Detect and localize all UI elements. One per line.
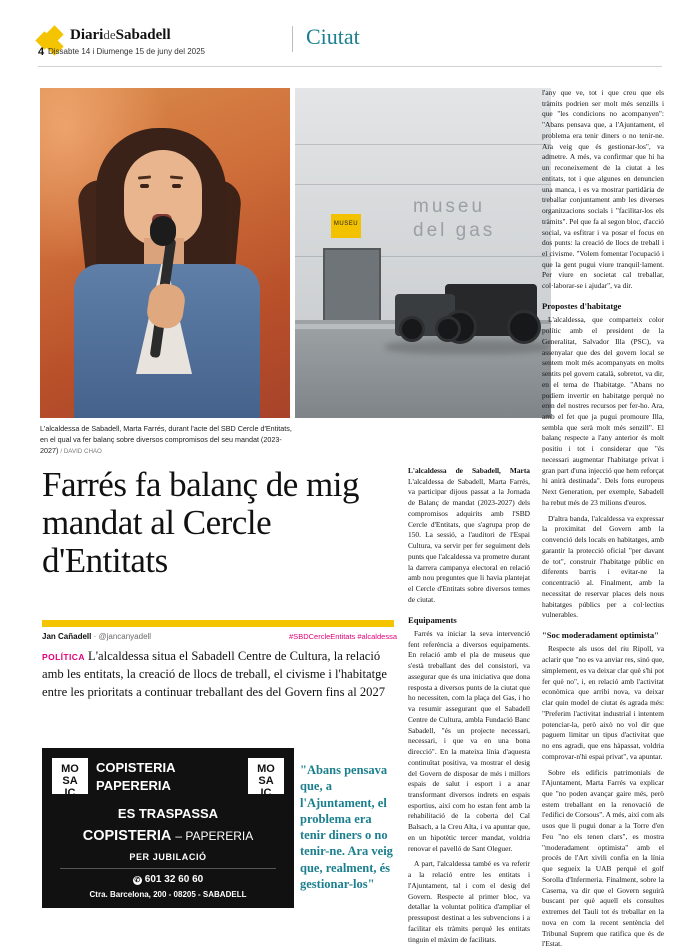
mosaic-logo-left-line1: MO bbox=[61, 763, 79, 775]
ad-phone-number: 601 32 60 60 bbox=[144, 874, 204, 885]
facade-text-line2: del gas bbox=[413, 220, 496, 241]
museum-sign bbox=[331, 214, 361, 238]
phone-icon: ✆ bbox=[134, 877, 141, 884]
ad-phone[interactable] bbox=[42, 874, 294, 885]
body-paragraph-text: L'alcaldessa de Sabadell, Marta Farrés, va participar dijous passat a la Jornada de Balanç de mandat (2023-2027) dels compromisos adquirits amb l'SBD Cercle d'Entitats, que s'agrupa prop de 150. La sessió, a l'auditori de l'Espai Cultura, va servir per fer seguiment dels punts que l'alcaldessa va prometre durant la darrera campanya electoral en relació amb nou preguntes que li havia plantejat el Cercle d'Entitats sobre diversos temes de ciutat. bbox=[408, 476, 530, 604]
body-paragraph: Respecte als usos del riu Ripoll, va aclarir que "no es va anviar res, sinó que, simplement, es va deixar clar què s'hi pot fer què no", i, en relació amb l'activitat econòmica que arribi nova, va deixar clar quin model de ciutat és agrada més: "Preferim l'activitat industrial i intentem potenciar-la, però això no vol dir que paguem limitar un tipus d'activitat que no ens agradi, que ens hàpassat, voldria comprovar-n'hi espai privat", va apuntar. bbox=[542, 644, 665, 761]
byline-handle[interactable]: · @jancanyadell bbox=[93, 632, 152, 641]
byline-author: Jan Cañadell bbox=[42, 632, 92, 641]
section-title: Ciutat bbox=[306, 24, 360, 49]
ad-line-business bbox=[42, 828, 294, 844]
publication-title-main: Diari bbox=[70, 27, 104, 43]
photo-caption-text: L'alcaldessa de Sabadell, Marta Farrés, durant l'acte del SBD Cercle d'Entitats, en el qual va fer balanç sobre diversos compromisos del seu mandat (2023-2027) bbox=[40, 424, 292, 455]
photo-caption bbox=[40, 424, 292, 456]
article-tags[interactable]: #SBDCercleEntitats #alcaldessa bbox=[289, 632, 397, 641]
body-subheading-habitatge: Propostes d'habitatge bbox=[542, 300, 622, 311]
masthead bbox=[0, 0, 700, 62]
ad-business-bold: COPISTERIA bbox=[82, 828, 172, 844]
body-paragraph: Farrés va iniciar la seva intervenció fent referència a diversos equipaments. En relació amb el pla de museus que s'està treballant des del consistori, va assegurar que és una iniciativa que dona resposta a diversos punts de la ciutat que ho necessiten, com la plaça del Gas, i ho va resumir assegurant que el Sabadell Centre de Cultura, ambla Fundació Banc Sabadell, "és un projecte necessari, necessari, i que va en una bona direcció". En la mateixa línia d'aquesta continuïtat positiva, va mostrar el desig del Govern de disposar de més i millors espais de salut i esport i a anar transformant diversos indrets en espais esportius, així com ho estan fent amb la rehabilitació de la coberta del Cal Balsach, a la Creu Alta, i va apuntar que, en un hipotètic tercer mandat, voldria renovar el pavelló de Sant Oleguer. bbox=[408, 629, 530, 853]
photo-credit: / DAVID CHAO bbox=[60, 447, 102, 455]
publication-title-city: Sabadell bbox=[115, 27, 171, 43]
museu-del-gas-facade-photo bbox=[295, 88, 551, 418]
body-paragraph bbox=[408, 466, 530, 606]
body-column-b bbox=[542, 88, 665, 949]
article-subhead bbox=[42, 648, 394, 702]
mosaic-logo-left-line3: IC bbox=[64, 787, 76, 799]
body-paragraph: l'any que ve, tot i que creu que els tràmits podrien ser molt més senzills i que "les condicions no acompanyen": "Abans pensava que, a l'Ajuntament, el problema era tenir diners o no tenir-ne. Ara veig que és gestionar-los", va admetre. A més, va confirmar que hi ha un reconeixement de la ciutat a les entitats, tot i que algunes en denuncien una manca, i es va mostrar partidària de treballar conjuntament amb les diverses organitzacions socials i "facilitar-los els tràmits". Pel que fa al segon bloc, d'acció social, va esfitrar i va posar el focus en dos punts: la creació de llocs de treball i el civisme. "Volem fomentar l'ocupació i que la gent pugui viure tranquil·lament. Per viure en societat cal treballar, col·laborar-se i ajudar", va dir. bbox=[542, 88, 664, 291]
ad-line-traspassa: ES TRASPASSA bbox=[117, 806, 219, 821]
publication-title-de: de bbox=[103, 27, 116, 42]
ad-line-papereria: PAPERERIA bbox=[96, 778, 171, 793]
body-subheading-optimista: "Soc moderadament optimista" bbox=[542, 629, 659, 640]
byline-rule bbox=[42, 620, 394, 627]
publication-title bbox=[70, 27, 171, 44]
ad-divider bbox=[60, 868, 276, 869]
mosaic-logo-left-icon bbox=[52, 758, 88, 799]
mosaic-logo-right-line1: MO bbox=[257, 763, 275, 775]
body-subheading-equipaments: Equipaments bbox=[408, 614, 457, 625]
issue-date: Dissabte 14 i Diumenge 15 de juny del 2025 bbox=[48, 47, 205, 56]
mosaic-logo-right-line3: IC bbox=[260, 787, 272, 799]
ad-address: Ctra. Barcelona, 200 - 08205 - SABADELL bbox=[89, 890, 247, 899]
header-rule bbox=[38, 66, 662, 67]
body-column-a bbox=[408, 466, 530, 944]
body-paragraph: D'altra banda, l'alcaldessa va expressar la proximitat del Govern amb la convenció dels locals en habitatges, amb garantir la protecció oficial "per davant de tot", construir l'habitatge públic en diferents barris i evitar-ne la concentració al. Finalment, amb la necessitat de reservar places dels nous habitatges públics per a col·lectius vulnerables. bbox=[542, 513, 664, 620]
mosaic-logo-right-line2: SA bbox=[258, 775, 274, 787]
article-kicker: POLÍTICA bbox=[42, 652, 85, 662]
ad-line-jubilacio: PER JUBILACIÓ bbox=[129, 852, 207, 862]
body-paragraph: A part, l'alcaldessa també es va referir a la relació entre les entitats i l'Ajuntament, tal i com el desig del Govern. Respecte al primer bloc, va detallar la voluntat política d'ampliar el pressupost destinat a les subvencions i a facilitar els tràmits perquè les entitats tinguin el màxim de facilitats. bbox=[408, 859, 530, 944]
body-lead-bold: L'alcaldessa de Sabadell, Marta bbox=[408, 466, 530, 475]
museum-sign-label: MUSEU bbox=[333, 221, 359, 227]
mosaic-logo-left-line2: SA bbox=[62, 775, 78, 787]
pull-quote: "Abans pensava que, a l'Ajuntament, el problema era tenir diners o no tenir-ne. Ara veig que, realment, és gestionar-los" bbox=[300, 763, 393, 891]
body-paragraph: L'alcaldessa, que comparteix color polític amb el president de la Generalitat, Salvador Illa (PSC), va assenyalar que des del govern local se sentem molt més acompanyats en molts sentits pel govern català, sobretot, va dir, en el tema de l'habitatge. "Abans no podíem invertir en habitatge perquè no eren del nostres recursos per fer-ho. Ara, amb el fet que ja pugui promoure Illa, sembla que serà molt més senzill". El balanç respecte a l'any anterior és molt positiu i tot i considerar que "és necessari augmentar l'habitatge privat i gran part d'una injecció que hem reforçat hi anirà destinada". Dels fons europeus Next Generation, per exemple, Sabadell ha rebut més de 23 milions d'euros. bbox=[542, 315, 664, 507]
ad-line-copisteria: COPISTERIA bbox=[96, 760, 176, 775]
advertisement[interactable] bbox=[42, 748, 294, 908]
article-subhead-text: L'alcaldessa situa el Sabadell Centre de Cultura, la relació amb les entitats, la creació de llocs de treball, el civisme i l'habitatge entre les prioritats a continuar treballant des del Govern fins al 2027 bbox=[42, 649, 387, 699]
facade-text-line1: museu bbox=[413, 196, 486, 217]
ad-business-thin: – PAPERERIA bbox=[175, 829, 254, 843]
masthead-divider bbox=[292, 26, 293, 52]
article-headline: Farrés fa balanç de mig mandat al Cercle d'Entitats bbox=[42, 465, 359, 580]
body-paragraph: Sobre els edificis patrimonials de l'Ajuntament, Marta Farrés va explicar que "no poden avançar gaire més, però estem treballant en la renovació de l'edifici de Corsous". A més, així com als usos que li pugui donar a la Torre d'en Feu "no els tenen clars", es mostra "moderadament optimista" amb el procés de l'Art xivili confía en la línia que segueix la UAB perquè el golf Sorolla d'Infermeria. Finalment, sobre la Caserna, va dir que el Govern seguirà buscant per què aquell els consultes extremes del Tauli tot és treballar en la nova en com la recent sentència del Tribunal Suprem que ratifica que és de l'Estat. bbox=[542, 767, 664, 949]
page-number: 4 bbox=[38, 46, 45, 58]
marta-farres-speaking-photo bbox=[40, 88, 290, 418]
mosaic-logo-right-icon bbox=[248, 758, 284, 799]
